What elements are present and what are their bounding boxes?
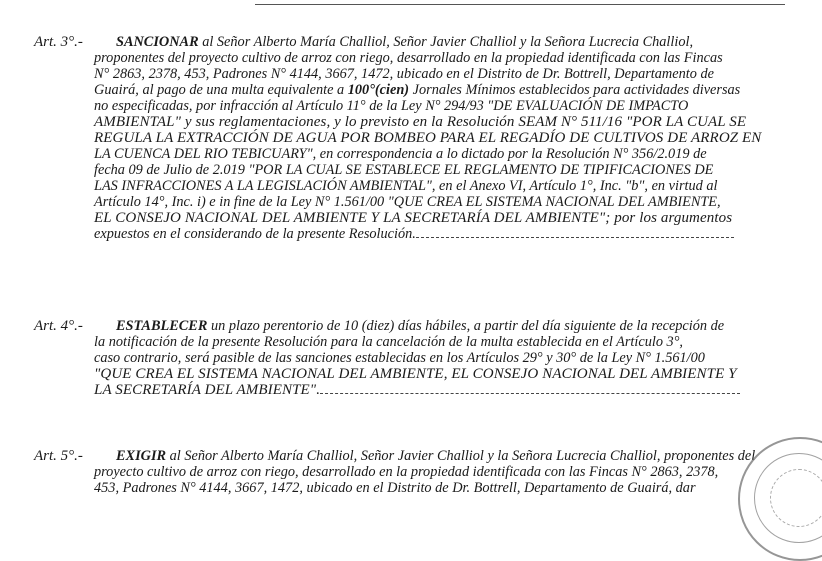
article-line: LA CUENCA DEL RIO TEBICUARY", en correspondencia a lo dictado por la Resolución N° 356/2.019 de (94, 146, 707, 162)
article-line: REGULA LA EXTRACCIÓN DE AGUA POR BOMBEO PARA EL REGADÍO DE CULTIVOS DE ARROZ EN (94, 130, 762, 146)
filler-dashes (320, 392, 740, 394)
article-line: AMBIENTAL" y sus reglamentaciones, y lo previsto en la Resolución SEAM N° 511/16 "POR LA CUAL SE (94, 114, 747, 130)
article-line: EXIGIR al Señor Alberto María Challiol, Señor Javier Challiol y la Señora Lucrecia Challiol, proponentes del (116, 448, 756, 464)
article-line: "QUE CREA EL SISTEMA NACIONAL DEL AMBIENTE, EL CONSEJO NACIONAL DEL AMBIENTE Y (94, 366, 737, 382)
article-number: Art. 5°.- (34, 448, 83, 464)
stamp-core (770, 469, 822, 527)
article-line: SANCIONAR al Señor Alberto María Challiol, Señor Javier Challiol y la Señora Lucrecia Challiol, (116, 34, 694, 50)
article-number: Art. 3°.- (34, 34, 83, 50)
article-line: caso contrario, será pasible de las sanciones establecidas en los Artículos 29° y 30° de la Ley N° 1.561/00 (94, 350, 705, 366)
article-number: Art. 4°.- (34, 318, 83, 334)
article-line: Artículo 14°, Inc. i) e in fine de la Ley N° 1.561/00 "QUE CREA EL SISTEMA NACIONAL DEL AMBIENTE, (94, 194, 721, 210)
article-line: fecha 09 de Julio de 2.019 "POR LA CUAL SE ESTABLECE EL REGLAMENTO DE TIPIFICACIONES DE (94, 162, 714, 178)
filler-dashes (416, 236, 734, 238)
article-line: proyecto cultivo de arroz con riego, desarrollado en la propiedad identificada con las Fincas N° 2863, 2378, (94, 464, 719, 480)
article-line: proponentes del proyecto cultivo de arroz con riego, desarrollado en la propiedad identificada con las Fincas (94, 50, 723, 66)
article-verb: ESTABLECER (116, 318, 208, 334)
article-line: N° 2863, 2378, 453, Padrones N° 4144, 3667, 1472, ubicado en el Distrito de Dr. Bottrell, Departamento de (94, 66, 714, 82)
article-line: expuestos en el considerando de la presente Resolución. (94, 226, 734, 242)
article-line: Guairá, al pago de una multa equivalente a 100°(cien) Jornales Mínimos establecidos para actividades diversas (94, 82, 741, 98)
fine-amount: 100°(cien) (347, 82, 410, 98)
article-line: EL CONSEJO NACIONAL DEL AMBIENTE Y LA SECRETARÍA DEL AMBIENTE"; por los argumentos (94, 210, 733, 226)
article-verb: SANCIONAR (116, 34, 199, 50)
article-line: ESTABLECER un plazo perentorio de 10 (diez) días hábiles, a partir del día siguiente de la recepción de (116, 318, 725, 334)
article-line: LAS INFRACCIONES A LA LEGISLACIÓN AMBIENTAL", en el Anexo VI, Artículo 1°, Inc. "b", en virtud al (94, 178, 718, 194)
article-line: LA SECRETARÍA DEL AMBIENTE". (94, 382, 740, 398)
article-verb: EXIGIR (116, 448, 167, 464)
article-line: no especificadas, por infracción al Artículo 11° de la Ley N° 294/93 "DE EVALUACIÓN DE IMPACTO (94, 98, 689, 114)
top-separator-line (255, 4, 785, 5)
article-line: la notificación de la presente Resolución para la cancelación de la multa establecida en el Artículo 3°, (94, 334, 683, 350)
article-line: 453, Padrones N° 4144, 3667, 1472, ubicado en el Distrito de Dr. Bottrell, Departamento de Guairá, dar (94, 480, 696, 496)
